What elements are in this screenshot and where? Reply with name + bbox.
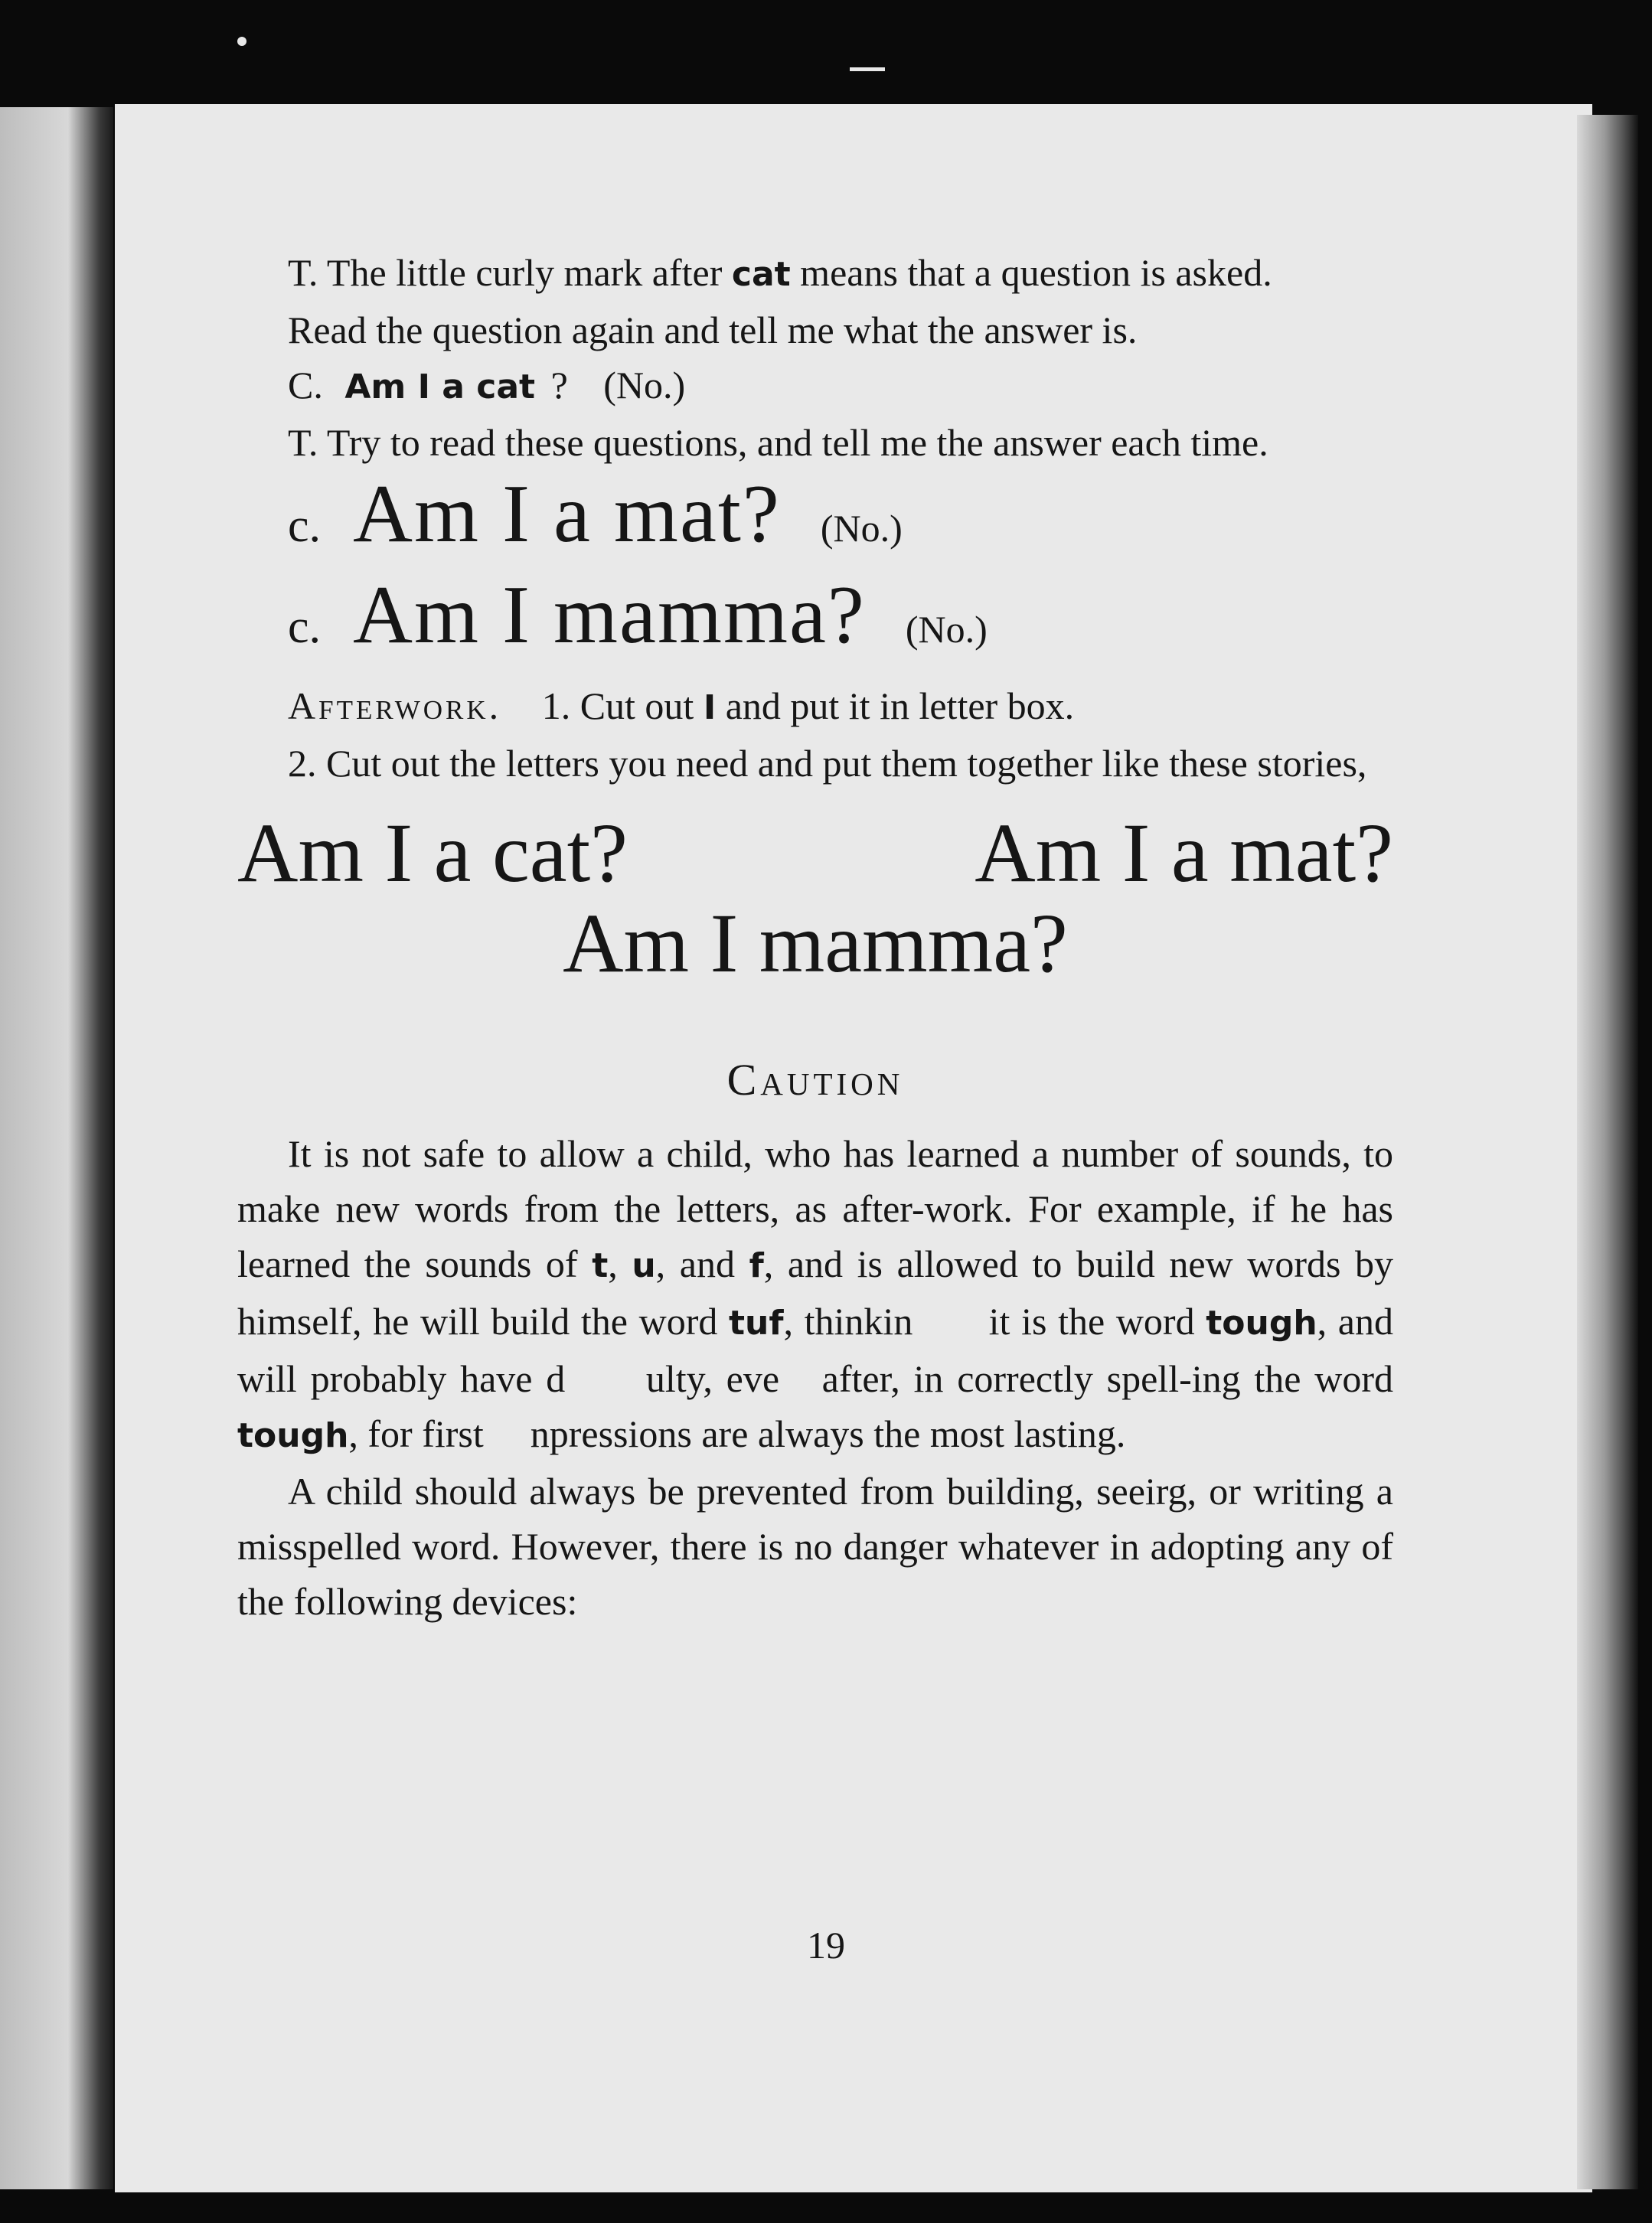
bold-question: Am I a cat — [344, 367, 536, 406]
paragraph-caution-2: A child should always be prevented from building, seeirg, or writing a misspelled word. However, there is no danger whatever in adopting any of the following devices: — [237, 1470, 1393, 1623]
speaker-label: C. — [288, 364, 323, 406]
story-sentence: Am I a mat? — [975, 806, 1393, 899]
text-span: after, in correctly spell-ing the word — [821, 1357, 1394, 1400]
story-sentence: Am I mamma? — [563, 896, 1068, 990]
text-span: means that a question is asked. — [800, 251, 1272, 294]
bold-word-tuf: tuf — [729, 1304, 784, 1343]
text-span: , — [608, 1242, 618, 1285]
text-span: , and is allowed to build new words by himself, he will build the word — [237, 1242, 1394, 1343]
text-span: 1. Cut out — [541, 684, 694, 727]
paragraph-read-again: Read the question again and tell me what the answer is. — [288, 308, 1138, 351]
text-span: ulty, eve — [645, 1357, 780, 1400]
text-span: it is the word — [988, 1300, 1195, 1343]
paragraph-curly-mark — [237, 245, 1393, 302]
text-span: T. The little curly mark after — [288, 251, 723, 294]
paragraph-caution-1 — [237, 1126, 1393, 1464]
paragraph-try-to-read: T. Try to read these questions, and tell me the answer each time. — [288, 421, 1268, 464]
answer-text: (No.) — [820, 507, 903, 550]
large-question-text: Am I a mat? — [353, 468, 781, 560]
speaker-label: c. — [288, 601, 322, 653]
page-number: 19 — [807, 1924, 845, 1967]
question-mark: ? — [550, 364, 568, 406]
text-span: It is not safe to allow a child, who has learned a number of sounds, to make new words from the letters, as after-work. For example, if he has learned the sounds of — [237, 1132, 1393, 1285]
large-question-text: Am I mamma? — [353, 570, 866, 661]
text-span: , thinkin — [783, 1300, 913, 1343]
bold-word-tough: tough — [1206, 1304, 1317, 1343]
answer-text: (No.) — [603, 364, 686, 406]
child-response-line — [237, 357, 1393, 415]
caution-heading: Caution — [726, 1055, 904, 1105]
speck-mark — [850, 67, 885, 71]
speck-mark — [237, 37, 246, 46]
bold-word-cat: cat — [731, 255, 791, 294]
bold-letter: t — [592, 1246, 609, 1285]
story-sentences — [237, 808, 1393, 988]
text-span: and put it in letter box. — [725, 684, 1075, 727]
story-sentence: Am I a cat? — [237, 806, 628, 899]
large-question-row — [288, 468, 1393, 571]
book-spine-shadow — [0, 107, 113, 2189]
afterwork-heading: Afterwork. — [288, 684, 502, 727]
page-content — [237, 245, 1393, 1629]
speaker-label: c. — [288, 500, 322, 552]
large-question-row — [288, 570, 1393, 672]
answer-text: (No.) — [905, 608, 988, 651]
text-span: , and will probably have d — [237, 1300, 1393, 1400]
bold-letter: f — [749, 1246, 764, 1285]
bold-letter: u — [632, 1246, 656, 1285]
text-span: npressions are always the most lasting. — [530, 1412, 1126, 1455]
afterwork-item-2: 2. Cut out the letters you need and put them together like these stories, — [288, 742, 1367, 785]
page-edge-shadow — [1577, 115, 1638, 2189]
afterwork-item-1 — [237, 678, 1393, 736]
bold-letter-I: I — [703, 688, 717, 727]
text-span: , for first — [348, 1412, 484, 1455]
bold-word-tough: tough — [237, 1416, 349, 1455]
text-span: , and — [655, 1242, 735, 1285]
